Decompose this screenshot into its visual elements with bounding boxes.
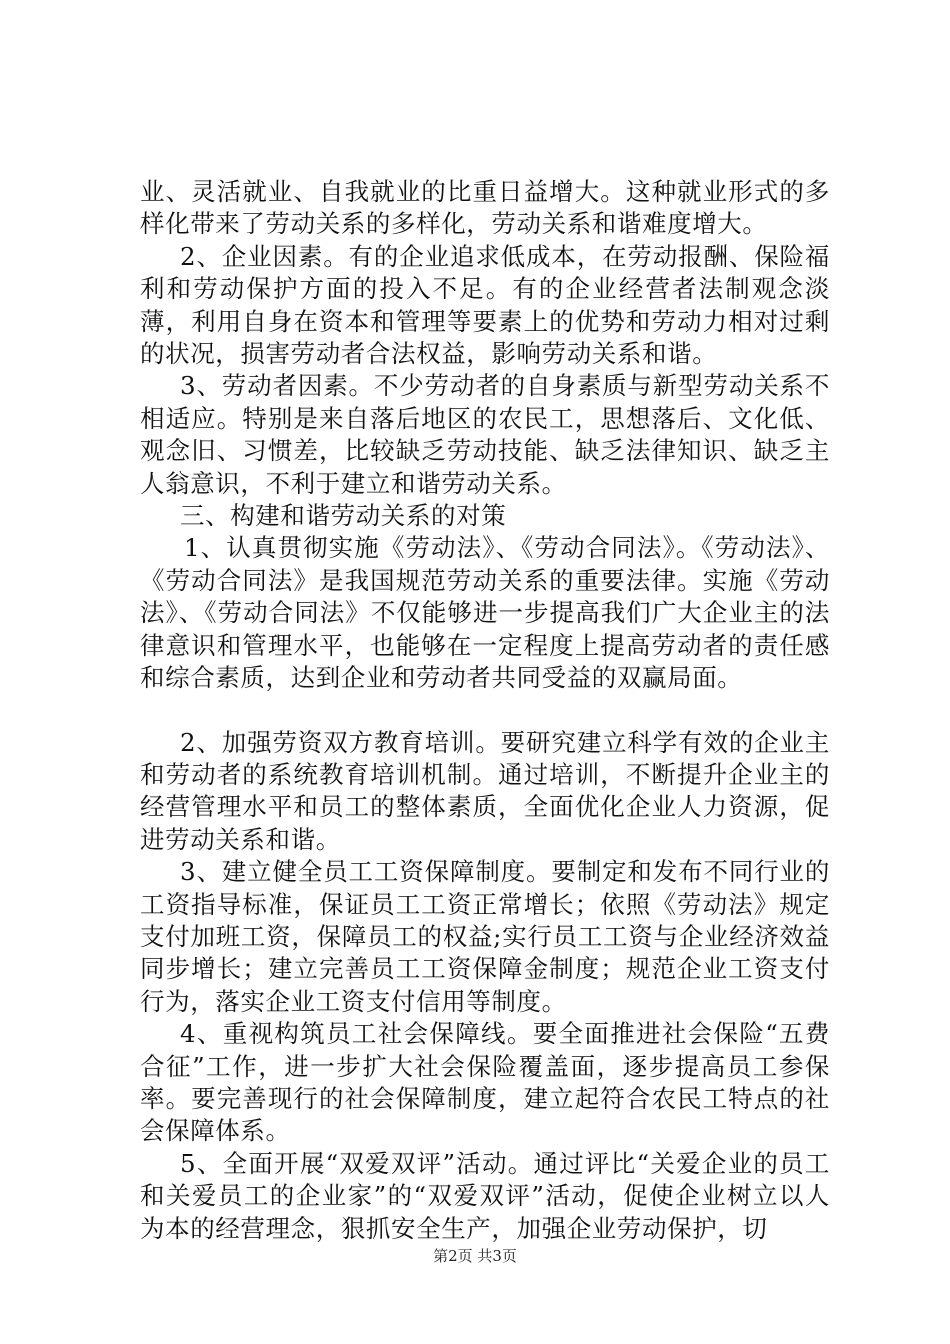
paragraph-worker-factors: 3、劳动者因素。不少劳动者的自身素质与新型劳动关系不相适应。特别是来自落后地区的农民工，思想落后、文化低、观念旧、习惯差，比较缺乏劳动技能、缺乏法律知识、缺乏主人翁意识，不利于建立和谐劳动关系。 — [140, 371, 830, 498]
document-body — [140, 176, 830, 1245]
page-number-footer: 第2页 共3页 — [433, 1247, 517, 1265]
section-heading: 三、构建和谐劳动关系的对策 — [180, 501, 507, 531]
paragraph-labor-law: 1、认真贯彻实施《劳动法》、《劳动合同法》。《劳动法》、《劳动合同法》是我国规范劳动关系的重要法律。实施《劳动法》、《劳动合同法》不仅能够进一步提高我们广大企业主的法律意识和管理水平，也能够在一定程度上提高劳动者的责任感和综合素质，达到企业和劳动者共同受益的双赢局面。 — [140, 533, 830, 693]
paragraph-double-love: 5、全面开展“双爱双评”活动。通过评比“关爱企业的员工和关爱员工的企业家”的“双爱双评”活动，促使企业树立以人为本的经营理念，狠抓安全生产，加强企业劳动保护，切 — [140, 1148, 830, 1243]
paragraph-social-security: 4、重视构筑员工社会保障线。要全面推进社会保险“五费合征”工作，进一步扩大社会保险覆盖面，逐步提高员工参保率。要完善现行的社会保障制度，建立起符合农民工特点的社会保障体系。 — [140, 1019, 830, 1146]
paragraph-wage-guarantee: 3、建立健全员工工资保障制度。要制定和发布不同行业的工资指导标准，保证员工工资正常增长；依照《劳动法》规定支付加班工资，保障员工的权益;实行员工工资与企业经济效益同步增长；建立完善员工工资保障金制度；规范企业工资支付行为，落实企业工资支付信用等制度。 — [140, 857, 830, 1016]
paragraph-training: 2、加强劳资双方教育培训。要研究建立科学有效的企业主和劳动者的系统教育培训机制。通过培训，不断提升企业主的经营管理水平和员工的整体素质，全面优化企业人力资源，促进劳动关系和谐。 — [140, 727, 830, 854]
paragraph-enterprise-factors: 2、企业因素。有的企业追求低成本，在劳动报酬、保险福利和劳动保护方面的投入不足。有的企业经营者法制观念淡薄，利用自身在资本和管理等要素上的优势和劳动力相对过剩的状况，损害劳动者合法权益，影响劳动关系和谐。 — [140, 241, 830, 369]
paragraph-continuation: 业、灵活就业、自我就业的比重日益增大。这种就业形式的多样化带来了劳动关系的多样化，劳动关系和谐难度增大。 — [140, 177, 830, 239]
blank-line — [140, 695, 830, 727]
